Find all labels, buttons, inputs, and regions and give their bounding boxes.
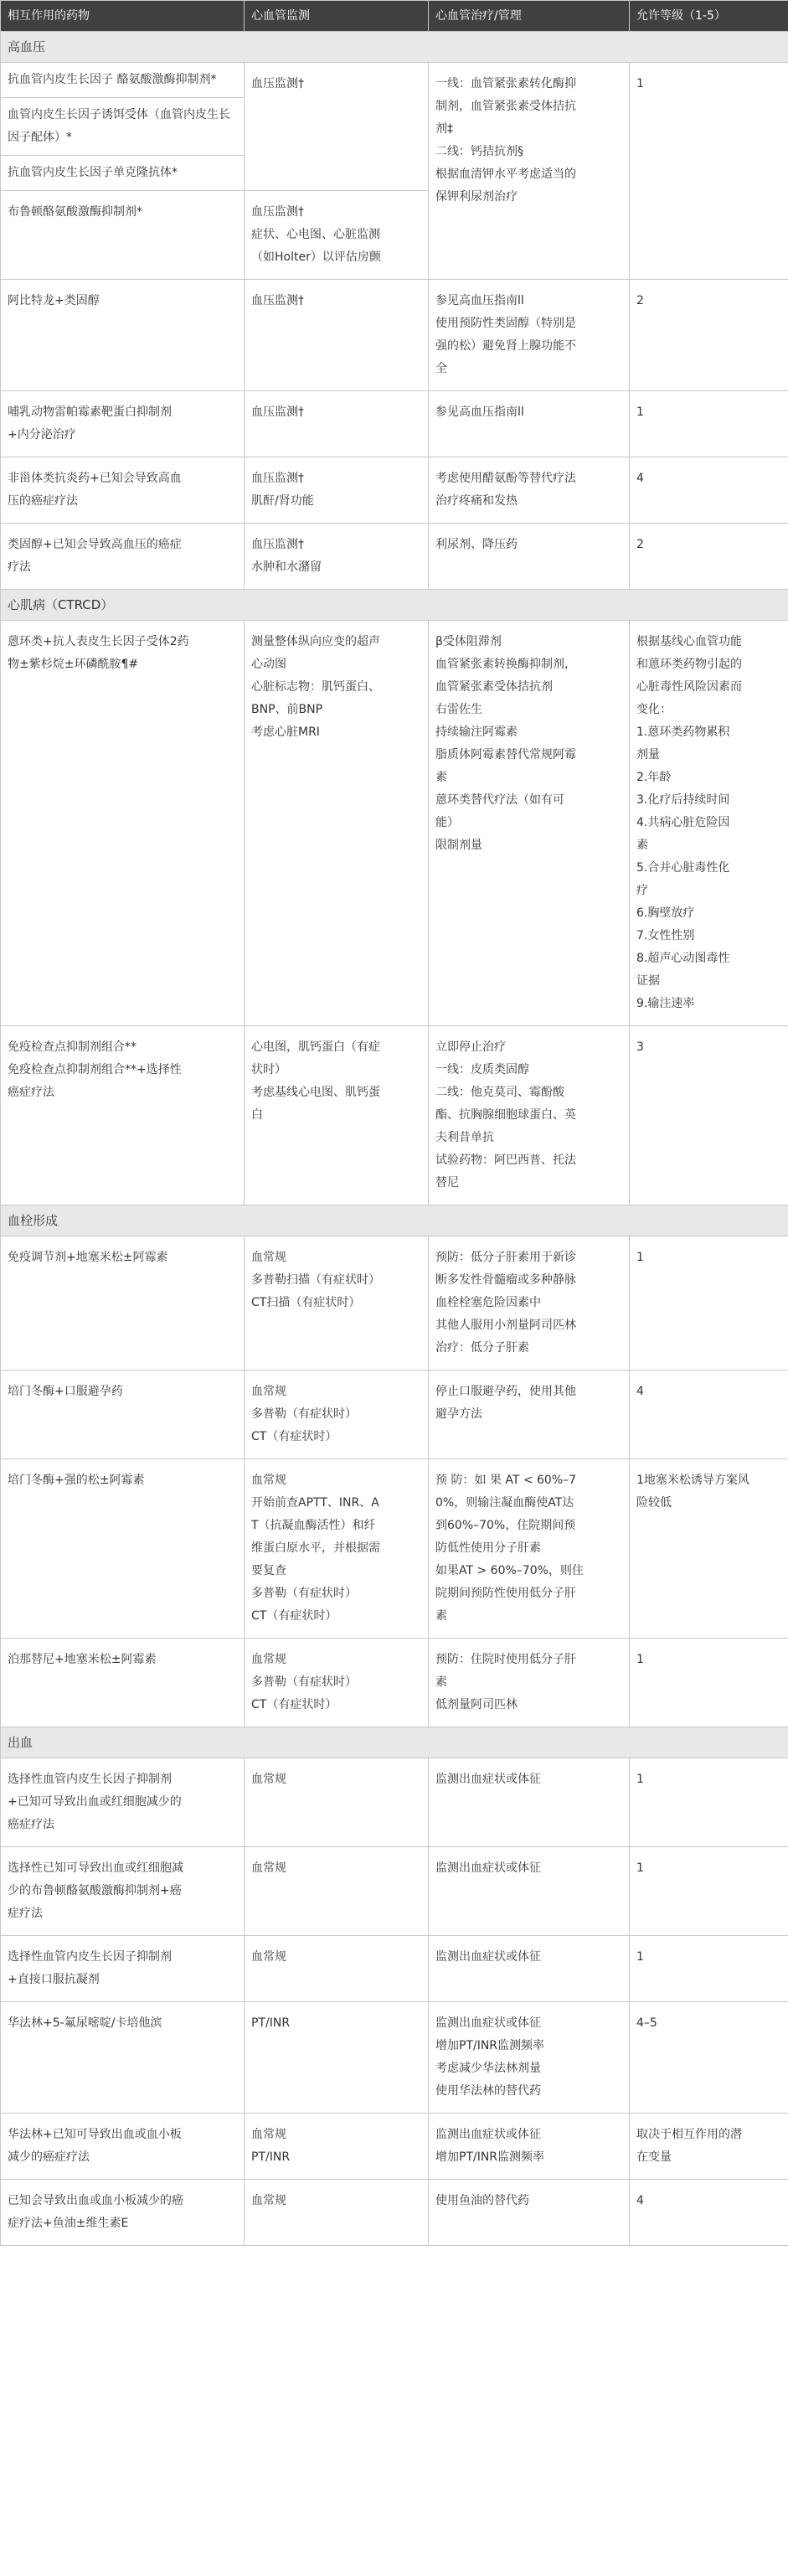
monitor-line: PT/INR: [251, 2150, 291, 2164]
treatment-cell: [429, 1936, 630, 2002]
grade-line: 8.超声心动图毒性: [636, 952, 730, 965]
grade-line: 在变量: [636, 2150, 672, 2164]
drug-item: 哺乳动物雷帕霉素靶蛋白抑制剂: [8, 405, 172, 419]
monitor-cell: [245, 621, 429, 1026]
monitor-line: 血常规: [251, 1385, 286, 1398]
monitor-line: 要复查: [251, 1564, 286, 1577]
monitor-cell: [245, 1936, 429, 2002]
section-bleeding: 出血: [1, 1727, 788, 1758]
treatment-line: 增加PT/INR监测频率: [435, 2150, 545, 2164]
treatment-line: 参见高血压指南ll: [435, 294, 524, 307]
drug-item: 癌症疗法: [8, 1818, 54, 1831]
table-row: [1, 2180, 788, 2246]
monitor-line: 血压监测†: [251, 294, 304, 307]
treatment-cell: [429, 1639, 630, 1727]
drugs-cell: [1, 1758, 245, 1847]
treatment-line: 院期间预防性使用低分子肝: [435, 1587, 576, 1600]
header-cardio-treatment: 心血管治疗/管理: [429, 1, 630, 32]
treatment-line: 使用华法林的替代药: [435, 2084, 541, 2098]
drugs-cell: [1, 1236, 245, 1371]
treatment-line: 右雷佐生: [435, 703, 482, 716]
treatment-line: 限制剂量: [435, 839, 482, 852]
monitor-line: 考虑心脏MRI: [251, 725, 320, 739]
monitor-line: 血常规: [251, 2128, 286, 2141]
monitor-line: 白: [251, 1108, 263, 1122]
table-row: [1, 1758, 788, 1847]
drugs-cell: [1, 2002, 245, 2114]
monitor-line: 症状、心电图、心脏监测: [251, 228, 380, 241]
section-row: [1, 590, 788, 621]
drug-item: 华法林+已知可导致出血或血小板: [8, 2128, 182, 2141]
monitor-cell: [245, 1459, 429, 1639]
treatment-line: 预防：住院时使用低分子肝: [435, 1653, 576, 1666]
grade-line: 剂量: [636, 748, 660, 761]
treatment-cell: [429, 457, 630, 524]
treatment-line: 避孕方法: [435, 1407, 482, 1421]
drugs-cell: [1, 391, 245, 457]
monitor-line: 血常规: [251, 1474, 286, 1487]
drugs-cell: [1, 1936, 245, 2002]
drug-item: 抗血管内皮生长因子单克隆抗体*: [8, 166, 178, 179]
monitor-cell: [245, 2002, 429, 2114]
drug-item: 选择性已知可导致出血或红细胞减: [8, 1861, 183, 1875]
grade-cell: [630, 621, 788, 1026]
monitor-cell: [245, 1026, 429, 1205]
grade-line: 6.胸壁放疗: [636, 906, 695, 920]
monitor-line: CT（有症状时）: [251, 1609, 337, 1623]
treatment-line: 素: [435, 1675, 447, 1689]
treatment-line: 血管紧张素受体拮抗剂: [435, 680, 553, 694]
treatment-line: 监测出血症状或体征: [435, 1773, 541, 1786]
grade-cell: 3: [630, 1026, 788, 1205]
table-row: [1, 1847, 788, 1936]
drug-item: 疗法: [8, 560, 31, 574]
table-header-row: [1, 1, 788, 32]
table-row: [1, 1459, 788, 1639]
header-allowance-grade: 允许等级（1-5）: [630, 1, 788, 32]
treatment-cell: [429, 524, 630, 590]
treatment-line: 考虑使用醋氨酚等替代疗法: [435, 472, 576, 485]
table-row: [1, 621, 788, 1026]
treatment-cell: [429, 621, 630, 1026]
monitor-line: 水肿和水潴留: [251, 560, 322, 574]
monitor-cell: [245, 1236, 429, 1371]
monitor-cell: [245, 2114, 429, 2180]
drug-item: 阿比特龙+类固醇: [8, 294, 100, 307]
drug-item: 压的癌症疗法: [8, 494, 78, 508]
section-thrombosis: 血栓形成: [1, 1205, 788, 1236]
monitor-line: 开始前查APTT、INR、A: [251, 1496, 379, 1510]
grade-line: 根据基线心血管功能: [636, 635, 742, 648]
treatment-cell: [429, 280, 630, 391]
treatment-line: 持续输注阿霉素: [435, 725, 518, 739]
drugs-cell: [1, 1371, 245, 1459]
drug-item: 华法林+5-氟尿嘧啶/卡培他滨: [8, 2016, 162, 2030]
table-row: [1, 1026, 788, 1205]
treatment-line: 二线：钙拮抗剂§: [435, 145, 523, 158]
drug-item: 抗血管内皮生长因子 酪氨酸激酶抑制剂*: [8, 73, 217, 86]
drugs-cell: [1, 191, 245, 280]
treatment-cell: [429, 2114, 630, 2180]
monitor-line: 多普勒（有症状时）: [251, 1587, 357, 1600]
grade-cell: 4: [630, 1371, 788, 1459]
monitor-line: 心脏标志物：肌钙蛋白、: [251, 680, 380, 694]
monitor-line: 心电图，肌钙蛋白（有症: [251, 1040, 380, 1054]
grade-line: 和蒽环类药物引起的: [636, 658, 742, 671]
monitor-cell: [245, 1847, 429, 1936]
drugs-cell: [1, 621, 245, 1026]
monitor-line: 状时）: [251, 1063, 286, 1076]
drug-item: +内分泌治疗: [8, 428, 76, 441]
drug-item: 免疫调节剂+地塞米松±阿霉素: [8, 1251, 168, 1264]
treatment-line: 素: [435, 1609, 447, 1623]
treatment-cell: [429, 63, 630, 280]
monitor-cell: [245, 1639, 429, 1727]
header-interacting-drugs: 相互作用的药物: [1, 1, 245, 32]
monitor-line: CT（有症状时）: [251, 1430, 337, 1443]
drug-item: 培门冬酶+强的松±阿霉素: [8, 1474, 145, 1487]
drug-item: +已知可导致出血或红细胞减少的: [8, 1795, 182, 1809]
grade-line: 2.年龄: [636, 771, 672, 784]
monitor-line: 血常规: [251, 1861, 286, 1875]
table-row: [1, 63, 788, 191]
grade-cell: [630, 2114, 788, 2180]
monitor-line: CT扫描（有症状时）: [251, 1296, 361, 1309]
treatment-line: 增加PT/INR监测频率: [435, 2039, 545, 2052]
treatment-line: 停止口服避孕药，使用其他: [435, 1385, 576, 1398]
grade-line: 取决于相互作用的潜: [636, 2128, 742, 2141]
monitor-line: 维蛋白原水平，并根据需: [251, 1541, 380, 1555]
grade-cell: 1: [630, 1936, 788, 2002]
grade-cell: 1: [630, 1847, 788, 1936]
treatment-line: 血栓栓塞危险因素中: [435, 1296, 541, 1309]
grade-line: 5.合并心脏毒性化: [636, 861, 730, 875]
treatment-line: 一线：血管紧张素转化酶抑: [435, 77, 576, 90]
table-row: [1, 391, 788, 457]
treatment-line: 其他人服用小剂量阿司匹林: [435, 1319, 576, 1332]
grade-line: 4.共病心脏危险因: [636, 816, 730, 829]
treatment-line: 血管紧张素转换酶抑制剂，: [435, 658, 576, 671]
monitor-line: 多普勒扫描（有症状时）: [251, 1273, 380, 1287]
monitor-line: 考虑基线心电图、肌钙蛋: [251, 1086, 380, 1099]
grade-cell: 1: [630, 1236, 788, 1371]
drug-item: 培门冬酶+口服避孕药: [8, 1385, 123, 1398]
drug-item: 已知会导致出血或血小板减少的癌: [8, 2194, 183, 2207]
drug-item: 癌症疗法: [8, 1086, 54, 1099]
treatment-line: 防低性使用分子肝素: [435, 1541, 541, 1555]
drug-item: +直接口服抗凝剂: [8, 1973, 100, 1986]
table-row: [1, 524, 788, 590]
header-cardio-monitoring: 心血管监测: [245, 1, 429, 32]
treatment-cell: [429, 1847, 630, 1936]
table-row: [1, 1639, 788, 1727]
treatment-line: 0%，则输注凝血酶使AT达: [435, 1496, 574, 1510]
treatment-line: 监测出血症状或体征: [435, 2016, 541, 2030]
table-row: [1, 1236, 788, 1371]
grade-cell: 1: [630, 1639, 788, 1727]
treatment-line: 保钾利尿剂治疗: [435, 190, 518, 204]
monitor-cell: [245, 457, 429, 524]
drug-item: 物±紫杉烷±环磷酰胺¶#: [8, 658, 139, 671]
monitor-line: 血压监测†: [251, 472, 304, 485]
treatment-line: 制剂，血管紧张素受体拮抗: [435, 100, 576, 113]
grade-cell: 4: [630, 2180, 788, 2246]
drugs-cell: [1, 1847, 245, 1936]
monitor-cell: [245, 1371, 429, 1459]
drug-item: 症疗法+鱼油±维生素E: [8, 2217, 129, 2230]
treatment-line: 治疗：低分子肝素: [435, 1341, 529, 1355]
monitor-line: 心动图: [251, 658, 286, 671]
drug-item: 少的布鲁顿酪氨酸激酶抑制剂+癌: [8, 1884, 182, 1897]
treatment-line: 二线：他克莫司、霉酚酸: [435, 1086, 564, 1099]
drug-item: 类固醇+已知会导致高血压的癌症: [8, 538, 182, 551]
treatment-line: 立即停止治疗: [435, 1040, 506, 1054]
table-row: [1, 2114, 788, 2180]
treatment-line: 试验药物：阿巴西普、托法: [435, 1154, 576, 1167]
drugs-cell: [1, 280, 245, 391]
treatment-line: 强的松）避免肾上腺功能不: [435, 339, 576, 353]
drug-item: 布鲁顿酪氨酸激酶抑制剂*: [8, 205, 142, 219]
treatment-line: 酯、抗胸腺细胞球蛋白、英: [435, 1108, 576, 1122]
treatment-line: 素: [435, 771, 447, 784]
treatment-line: 监测出血症状或体征: [435, 1950, 541, 1964]
monitor-cell: [245, 1758, 429, 1847]
monitor-line: 血压监测†: [251, 77, 304, 90]
monitor-cell: [245, 63, 429, 191]
section-hypertension: 高血压: [1, 32, 788, 63]
grade-line: 9.输注速率: [636, 997, 695, 1010]
treatment-line: 监测出血症状或体征: [435, 2128, 541, 2141]
drugs-cell: [1, 1459, 245, 1639]
treatment-line: β受体阻滞剂: [435, 635, 502, 648]
drug-item: 免疫检查点抑制剂组合**+选择性: [8, 1063, 182, 1076]
grade-line: 1.蒽环类药物累积: [636, 725, 730, 739]
drug-item: 选择性血管内皮生长因子抑制剂: [8, 1950, 172, 1964]
treatment-line: 考虑减少华法林剂量: [435, 2062, 541, 2075]
drug-item: 蒽环类+抗人表皮生长因子受体2药: [8, 635, 189, 648]
monitor-line: （如Holter）以评估房颤: [251, 250, 381, 264]
treatment-cell: [429, 1371, 630, 1459]
table-row: [1, 280, 788, 391]
grade-line: 1地塞米松诱导方案风: [636, 1474, 749, 1487]
monitor-cell: [245, 280, 429, 391]
treatment-line: 监测出血症状或体征: [435, 1861, 541, 1875]
section-cardiomyopathy: 心肌病（CTRCD）: [1, 590, 788, 621]
drug-item: 非甾体类抗炎药+已知会导致高血: [8, 472, 182, 485]
grade-line: 心脏毒性风险因素而: [636, 680, 742, 694]
monitor-line: 血压监测†: [251, 538, 304, 551]
treatment-line: 蒽环类替代疗法（如有可: [435, 793, 564, 807]
treatment-line: 全: [435, 362, 447, 375]
treatment-cell: [429, 391, 630, 457]
treatment-line: 脂质体阿霉素替代常规阿霉: [435, 748, 576, 761]
section-row: [1, 1727, 788, 1758]
drugs-cell: [1, 2180, 245, 2246]
monitor-line: 测量整体纵向应变的超声: [251, 635, 380, 648]
treatment-line: 使用预防性类固醇（特别是: [435, 317, 576, 330]
treatment-line: 如果AT > 60%–70%，则住: [435, 1564, 584, 1577]
monitor-cell: [245, 191, 429, 280]
monitor-line: CT（有症状时）: [251, 1698, 337, 1711]
drug-item: 血管内皮生长因子诱饵受体（血管内皮生长因子配体）*: [8, 108, 230, 144]
drugs-cell: [1, 1026, 245, 1205]
monitor-cell: [245, 524, 429, 590]
grade-line: 疗: [636, 884, 648, 897]
treatment-line: 能）: [435, 816, 459, 829]
monitor-line: 多普勒（有症状时）: [251, 1407, 357, 1421]
monitor-line: PT/INR: [251, 2016, 291, 2030]
monitor-line: 血常规: [251, 2194, 286, 2207]
drugs-cell: [1, 457, 245, 524]
grade-cell: 4: [630, 457, 788, 524]
monitor-line: 血常规: [251, 1653, 286, 1666]
grade-line: 3.化疗后持续时间: [636, 793, 730, 807]
grade-line: 7.女性性别: [636, 929, 695, 942]
monitor-line: 多普勒（有症状时）: [251, 1675, 357, 1689]
treatment-cell: [429, 1758, 630, 1847]
treatment-cell: [429, 2002, 630, 2114]
treatment-cell: [429, 2180, 630, 2246]
treatment-line: 根据血清钾水平考虑适当的: [435, 168, 576, 181]
section-row: [1, 1205, 788, 1236]
grade-line: 险较低: [636, 1496, 672, 1510]
treatment-line: 夫利昔单抗: [435, 1131, 494, 1144]
drug-item: 选择性血管内皮生长因子抑制剂: [8, 1773, 172, 1786]
drugs-cell: [1, 1639, 245, 1727]
treatment-line: 预防：低分子肝素用于新诊: [435, 1251, 576, 1264]
table-row: [1, 1371, 788, 1459]
monitor-line: 血压监测†: [251, 405, 304, 419]
treatment-line: 使用鱼油的替代药: [435, 2194, 529, 2207]
monitor-line: 肌酐/肾功能: [251, 494, 314, 508]
grade-cell: 1: [630, 63, 788, 280]
drugs-cell: [1, 2114, 245, 2180]
section-row: [1, 32, 788, 63]
treatment-cell: [429, 1026, 630, 1205]
treatment-line: 替尼: [435, 1176, 459, 1190]
drug-item: 免疫检查点抑制剂组合**: [8, 1040, 136, 1054]
grade-cell: [630, 1459, 788, 1639]
grade-cell: 1: [630, 391, 788, 457]
monitor-line: 血常规: [251, 1950, 286, 1964]
monitor-cell: [245, 391, 429, 457]
treatment-cell: [429, 1459, 630, 1639]
grade-cell: 2: [630, 280, 788, 391]
drug-item: 减少的癌症疗法: [8, 2150, 90, 2164]
grade-line: 证据: [636, 974, 660, 988]
monitor-line: BNP、前BNP: [251, 703, 323, 716]
grade-cell: 2: [630, 524, 788, 590]
monitor-line: 血压监测†: [251, 205, 304, 219]
monitor-cell: [245, 2180, 429, 2246]
grade-cell: 4–5: [630, 2002, 788, 2114]
monitor-line: T（抗凝血酶活性）和纤: [251, 1519, 376, 1532]
treatment-line: 预 防：如 果 AT < 60%–7: [435, 1474, 577, 1487]
treatment-cell: [429, 1236, 630, 1371]
treatment-line: 剂‡: [435, 122, 453, 136]
treatment-line: 利尿剂、降压药: [435, 538, 518, 551]
treatment-line: 一线：皮质类固醇: [435, 1063, 529, 1076]
grade-line: 素: [636, 839, 648, 852]
treatment-line: 断多发性骨髓瘤或多种静脉: [435, 1273, 576, 1287]
monitor-line: 血常规: [251, 1251, 286, 1264]
grade-line: 变化：: [636, 703, 672, 716]
treatment-line: 治疗疼痛和发热: [435, 494, 518, 508]
monitor-line: 血常规: [251, 1773, 286, 1786]
grade-cell: 1: [630, 1758, 788, 1847]
table-row: [1, 457, 788, 524]
drug-item: 泊那替尼+地塞米松±阿霉素: [8, 1653, 157, 1666]
table-row: [1, 2002, 788, 2114]
drug-item: 症疗法: [8, 1907, 43, 1920]
treatment-line: 到60%–70%，住院期间预: [435, 1519, 576, 1532]
table-row: [1, 1936, 788, 2002]
drugs-cell: [1, 524, 245, 590]
treatment-line: 低剂量阿司匹林: [435, 1698, 518, 1711]
drugs-cell: [1, 63, 245, 191]
treatment-line: 参见高血压指南ll: [435, 405, 524, 419]
